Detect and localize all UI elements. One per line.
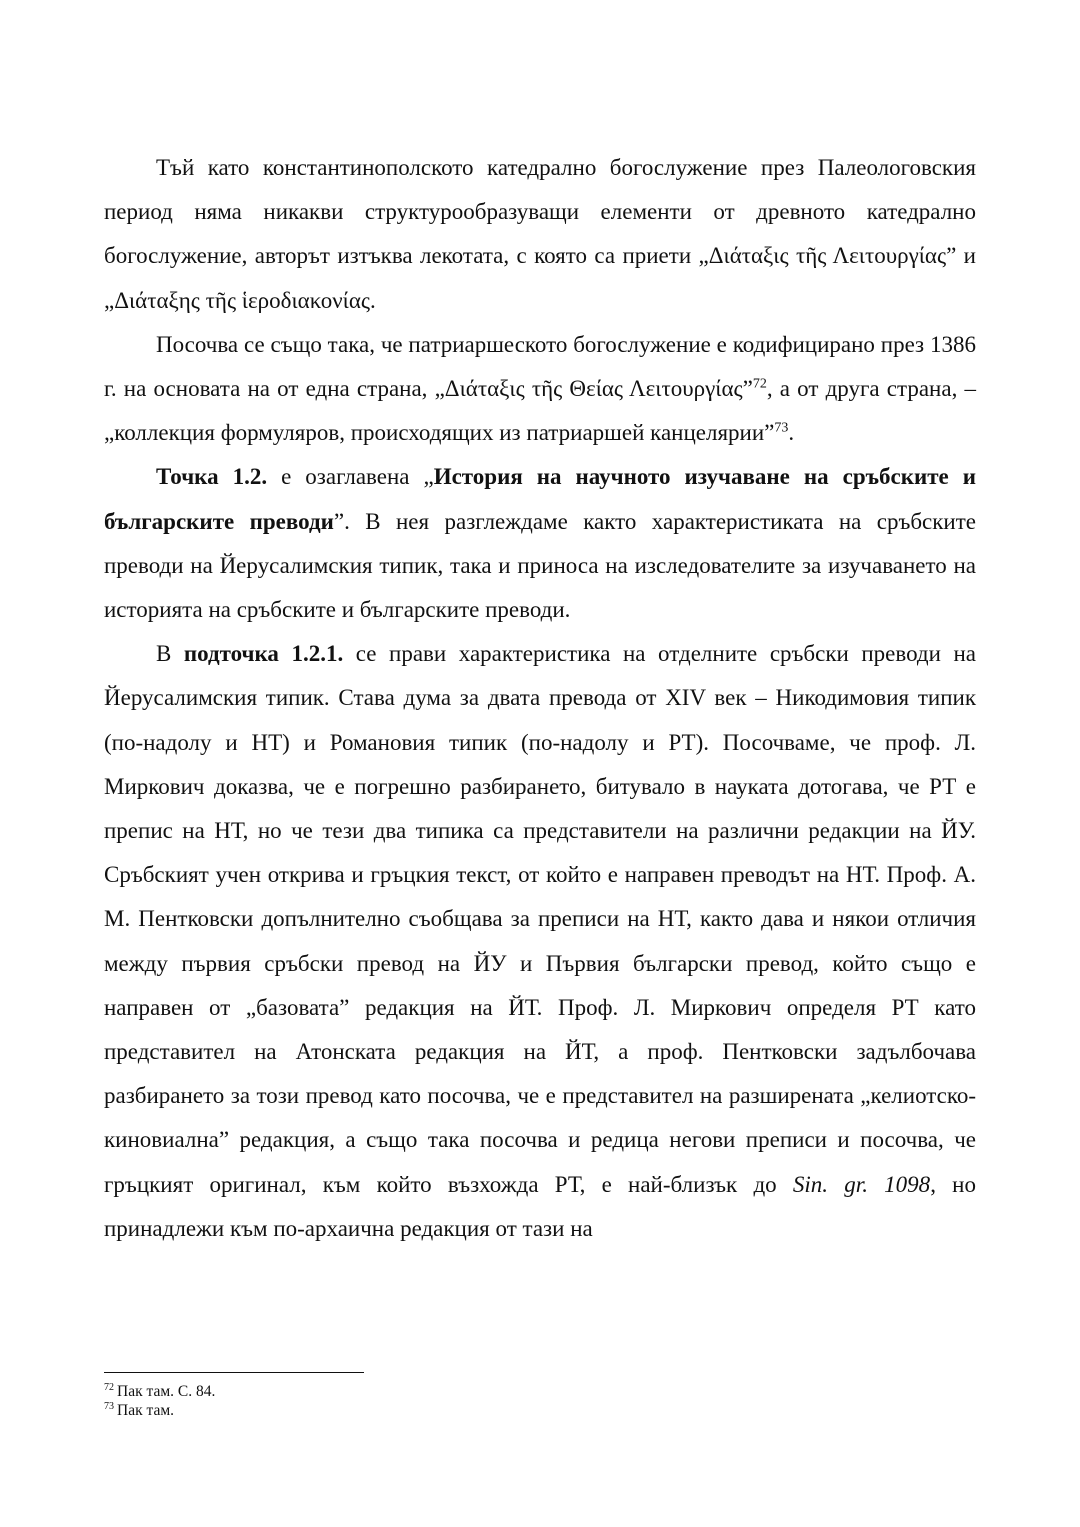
paragraph-4-text-a: В xyxy=(156,641,184,667)
footnote-separator xyxy=(104,1372,364,1373)
paragraph-1 xyxy=(104,146,976,323)
paragraph-3-text-b: ”. В нея разглеждаме както характеристиката на сръбските преводи на Йерусалимския типик, така и приноса на изследователите за изучаването на историята на сръбските и българските преводи. xyxy=(104,508,977,623)
footnote-73 xyxy=(104,1401,976,1420)
footnote-72 xyxy=(104,1382,976,1401)
section-title-1-2: История на научното изучаване на сръбските и българските преводи xyxy=(104,464,977,534)
manuscript-reference: Sin. gr. 1098 xyxy=(792,1171,931,1197)
paragraph-2-text-a: Посочва се също така, че патриаршеското богослужение е кодифицирано през 1386 г. на основата на от една страна, „Διάταξις τῆς Θείας Λειτουργίας” xyxy=(104,331,976,402)
paragraph-2-text-c: . xyxy=(788,420,795,446)
paragraph-1-text: Тъй като константинополското катедрално богослужение през Палеологовския период няма никакви структурообразуващи елементи от древното катедрално богослужение, авторът изтъква лекотата, с която са приети „Διάταξις τῆς Λειτουργίας” и „Διάταξης τῆς ἱεροδιακονίας. xyxy=(104,155,976,313)
footnote-ref-73[interactable]: 73 xyxy=(774,420,789,436)
paragraph-2 xyxy=(104,323,976,456)
footnote-number: 72 xyxy=(104,1381,114,1393)
paragraph-4-text-b: се прави характеристика на отделните сръбски преводи на Йерусалимския типик. Става дума за двата превода от XIV век – Никодимовия типик (по-надолу и НТ) и Романовия типик (по-надолу и РТ). Посочваме, че проф. Л. Миркович доказва, че е погрешно разбирането, битувало в науката дотогава, че РТ е препис на НТ, но че тези два типика са представители на различни редакции на ЙУ. Сръбският учен открива и гръцкия текст, от който е направен преводът на НТ. Проф. А. М. Пентковски допълнително съобщава за преписи на НТ, както дава и някои отличия между първия сръбски превод на ЙУ и Първия български превод, който също е направен от „базовата” редакция на ЙТ. Проф. Л. Миркович определя РТ като представител на Атонската редакция на ЙТ, а проф. Пентковски задълбочава разбирането за този превод като посочва, че е представител на разширената „келиотско-киновиална” редакция, а също така посочва и редица негови преписи и посочва, че гръцкият оригинал, към който възхожда РТ, е най-близък до xyxy=(104,641,977,1197)
footnote-text: Пак там. xyxy=(117,1402,175,1419)
paragraph-3 xyxy=(104,455,976,632)
paragraph-4-text-c: , но принадлежи към по-архаична редакция от тази на xyxy=(104,1171,976,1241)
paragraph-4 xyxy=(104,632,976,1251)
footnote-ref-72[interactable]: 72 xyxy=(752,376,767,392)
page-body xyxy=(104,146,976,1251)
footnotes xyxy=(104,1382,976,1420)
section-label-1-2: Точка 1.2. xyxy=(156,464,268,490)
footnote-number: 73 xyxy=(104,1400,114,1412)
subsection-label-1-2-1: подточка 1.2.1. xyxy=(183,641,344,667)
paragraph-3-text-a: е озаглавена „ xyxy=(267,464,434,490)
footnote-text: Пак там. С. 84. xyxy=(117,1383,216,1400)
paragraph-2-text-b: , а от друга страна, – „коллекция формуляров, происходящих из патриаршей канцелярии” xyxy=(104,376,976,446)
